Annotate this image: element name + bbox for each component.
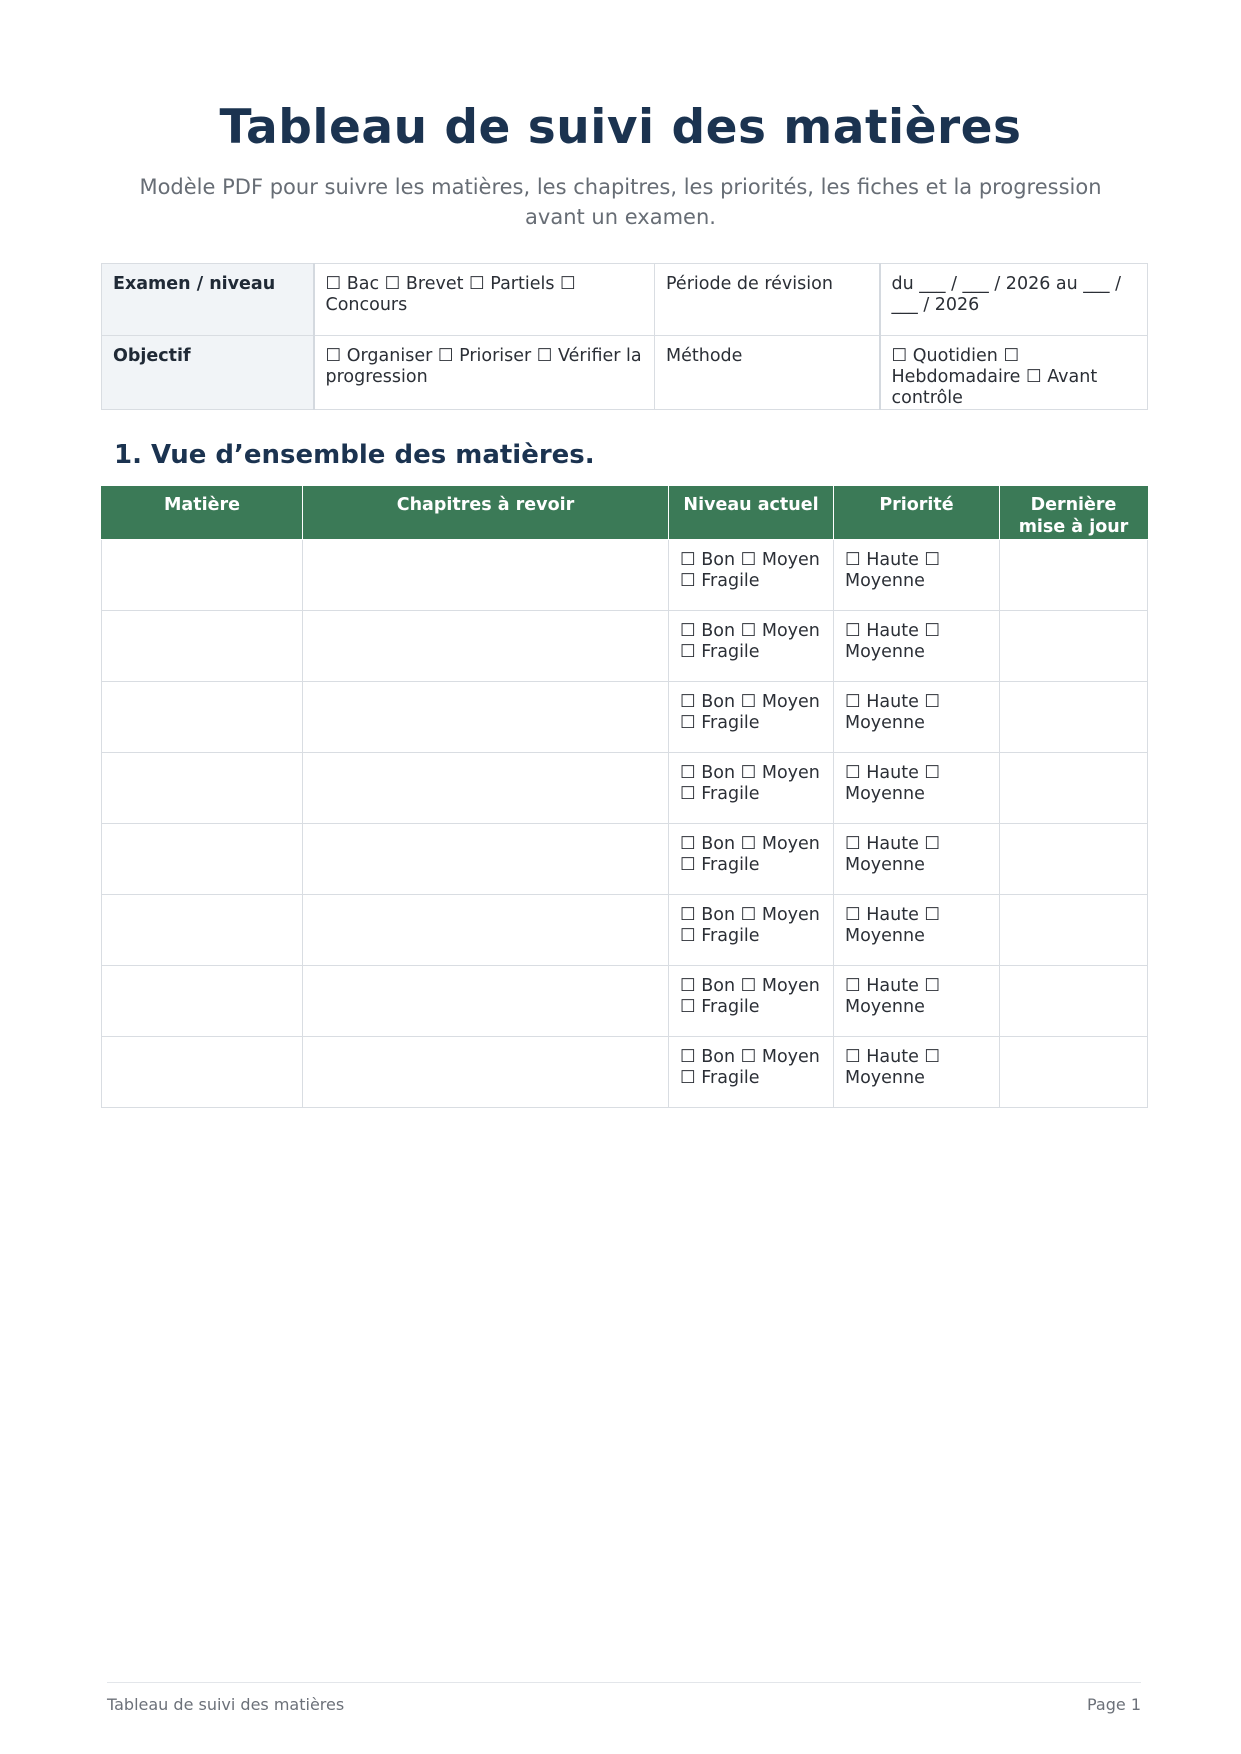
goal-options[interactable]: ☐ Organiser ☐ Prioriser ☐ Vérifier la progression <box>314 336 655 410</box>
cell-level-options[interactable]: ☐ Bon ☐ Moyen ☐ Fragile <box>669 752 834 823</box>
cell-subject[interactable] <box>102 965 303 1036</box>
revision-period-field[interactable]: du ___ / ___ / 2026 au ___ / ___ / 2026 <box>880 264 1148 336</box>
cell-subject[interactable] <box>102 681 303 752</box>
cell-chapters[interactable] <box>303 1036 669 1107</box>
cell-chapters[interactable] <box>303 894 669 965</box>
footer-page-number: Page 1 <box>1087 1695 1141 1714</box>
cell-chapters[interactable] <box>303 752 669 823</box>
cell-subject[interactable] <box>102 752 303 823</box>
info-row-exam <box>102 264 1148 336</box>
cell-last-update[interactable] <box>1000 610 1148 681</box>
table-row <box>102 894 1148 965</box>
cell-priority-options[interactable]: ☐ Haute ☐ Moyenne <box>834 823 1000 894</box>
table-row <box>102 965 1148 1036</box>
table-row <box>102 823 1148 894</box>
header-chapters: Chapitres à revoir <box>303 486 669 539</box>
cell-chapters[interactable] <box>303 823 669 894</box>
cell-chapters[interactable] <box>303 610 669 681</box>
exam-level-options[interactable]: ☐ Bac ☐ Brevet ☐ Partiels ☐ Concours <box>314 264 655 336</box>
table-row <box>102 610 1148 681</box>
cell-last-update[interactable] <box>1000 539 1148 610</box>
cell-level-options[interactable]: ☐ Bon ☐ Moyen ☐ Fragile <box>669 894 834 965</box>
header-subject: Matière <box>102 486 303 539</box>
cell-subject[interactable] <box>102 539 303 610</box>
cell-priority-options[interactable]: ☐ Haute ☐ Moyenne <box>834 752 1000 823</box>
cell-priority-options[interactable]: ☐ Haute ☐ Moyenne <box>834 894 1000 965</box>
cell-level-options[interactable]: ☐ Bon ☐ Moyen ☐ Fragile <box>669 823 834 894</box>
cell-priority-options[interactable]: ☐ Haute ☐ Moyenne <box>834 965 1000 1036</box>
cell-level-options[interactable]: ☐ Bon ☐ Moyen ☐ Fragile <box>669 965 834 1036</box>
footer-divider <box>107 1682 1141 1683</box>
cell-chapters[interactable] <box>303 539 669 610</box>
exam-level-label: Examen / niveau <box>102 264 314 336</box>
cell-subject[interactable] <box>102 1036 303 1107</box>
cell-last-update[interactable] <box>1000 894 1148 965</box>
goal-label: Objectif <box>102 336 314 410</box>
cell-subject[interactable] <box>102 823 303 894</box>
table-row <box>102 1036 1148 1107</box>
header-priority: Priorité <box>834 486 1000 539</box>
cell-last-update[interactable] <box>1000 752 1148 823</box>
header-level: Niveau actuel <box>669 486 834 539</box>
page-title: Tableau de suivi des matières <box>219 100 1022 155</box>
cell-last-update[interactable] <box>1000 681 1148 752</box>
subjects-overview-table <box>101 486 1148 1108</box>
cell-last-update[interactable] <box>1000 965 1148 1036</box>
footer-document-title: Tableau de suivi des matières <box>107 1695 345 1714</box>
revision-period-label: Période de révision <box>655 264 880 336</box>
cell-last-update[interactable] <box>1000 1036 1148 1107</box>
table-row <box>102 681 1148 752</box>
cell-level-options[interactable]: ☐ Bon ☐ Moyen ☐ Fragile <box>669 610 834 681</box>
cell-priority-options[interactable]: ☐ Haute ☐ Moyenne <box>834 1036 1000 1107</box>
method-label: Méthode <box>655 336 880 410</box>
info-row-goal <box>102 336 1148 410</box>
cell-subject[interactable] <box>102 610 303 681</box>
cell-priority-options[interactable]: ☐ Haute ☐ Moyenne <box>834 681 1000 752</box>
section-title-overview: 1. Vue d’ensemble des matières. <box>114 440 595 470</box>
cell-level-options[interactable]: ☐ Bon ☐ Moyen ☐ Fragile <box>669 539 834 610</box>
cell-level-options[interactable]: ☐ Bon ☐ Moyen ☐ Fragile <box>669 1036 834 1107</box>
table-header-row <box>102 486 1148 539</box>
cell-priority-options[interactable]: ☐ Haute ☐ Moyenne <box>834 610 1000 681</box>
header-last-update: Dernière mise à jour <box>1000 486 1148 539</box>
table-row <box>102 752 1148 823</box>
cell-chapters[interactable] <box>303 965 669 1036</box>
page-subtitle: Modèle PDF pour suivre les matières, les chapitres, les priorités, les fiches et la progression avant un examen. <box>139 175 1102 229</box>
info-table <box>101 263 1148 410</box>
cell-last-update[interactable] <box>1000 823 1148 894</box>
cell-priority-options[interactable]: ☐ Haute ☐ Moyenne <box>834 539 1000 610</box>
table-row <box>102 539 1148 610</box>
method-options[interactable]: ☐ Quotidien ☐ Hebdomadaire ☐ Avant contrôle <box>880 336 1148 410</box>
cell-level-options[interactable]: ☐ Bon ☐ Moyen ☐ Fragile <box>669 681 834 752</box>
cell-subject[interactable] <box>102 894 303 965</box>
cell-chapters[interactable] <box>303 681 669 752</box>
